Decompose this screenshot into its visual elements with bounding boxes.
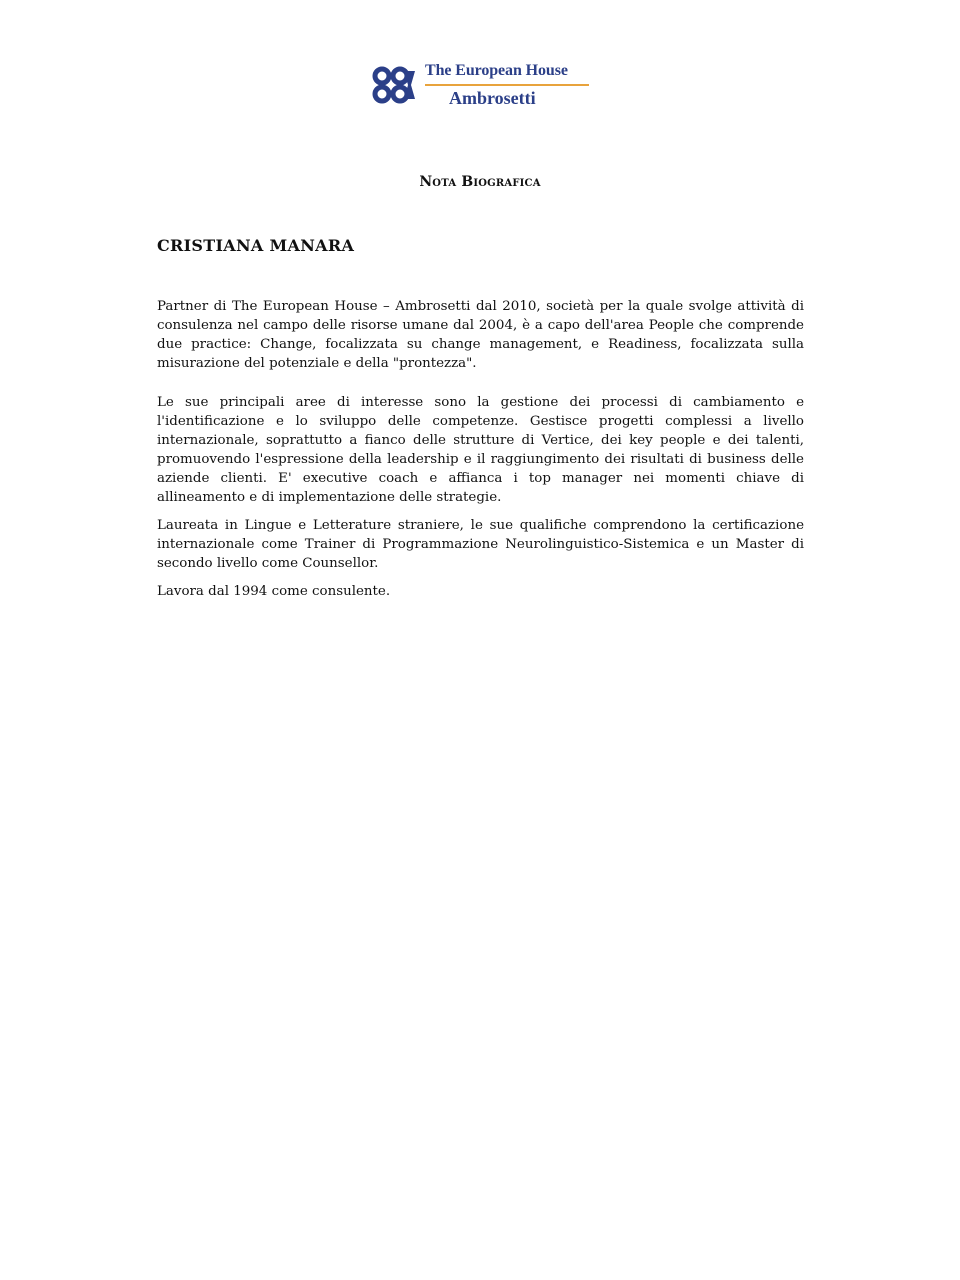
bio-paragraph-education: Laureata in Lingue e Letterature straniere, le sue qualifiche comprendono la certificazione internazionale come Trainer di Programmazione Neurolinguistico-Sistemica e un Master di secondo livello come Counsellor.	[157, 518, 804, 571]
company-logo	[371, 60, 595, 112]
logo-title-line2: Ambrosetti	[449, 88, 536, 108]
document-heading: Nota Biografica	[419, 174, 541, 190]
bio-paragraph-role: Partner di The European House – Ambrosetti dal 2010, società per la quale svolge attività di consulenza nel campo delle risorse umane dal 2004, è a capo dell'area People che comprende due practice: Change, focalizzata su change management, e Readiness, focalizzata sulla misurazione del potenziale e della "prontezza".	[157, 299, 804, 371]
logo-divider	[425, 84, 589, 86]
bio-paragraph-interests: Le sue principali aree di interesse sono la gestione dei processi di cambiamento e l'identificazione e lo sviluppo delle competenze. Gestisce progetti complessi a livello internazionale, soprattutto a fianco delle strutture di Vertice, dei key people e dei talenti, promuovendo l'espressione della leadership e il raggiungimento dei risultati di business delle aziende clienti. E' executive coach e affianca i top manager nei momenti chiave di allineamento e di implementazione delle strategie.	[157, 395, 804, 505]
person-name: CRISTIANA MANARA	[157, 236, 355, 255]
logo-title-line1: The European House	[425, 62, 568, 79]
bio-paragraph-experience: Lavora dal 1994 come consulente.	[157, 584, 391, 599]
ambrosetti-logo-mark-icon	[371, 65, 421, 105]
